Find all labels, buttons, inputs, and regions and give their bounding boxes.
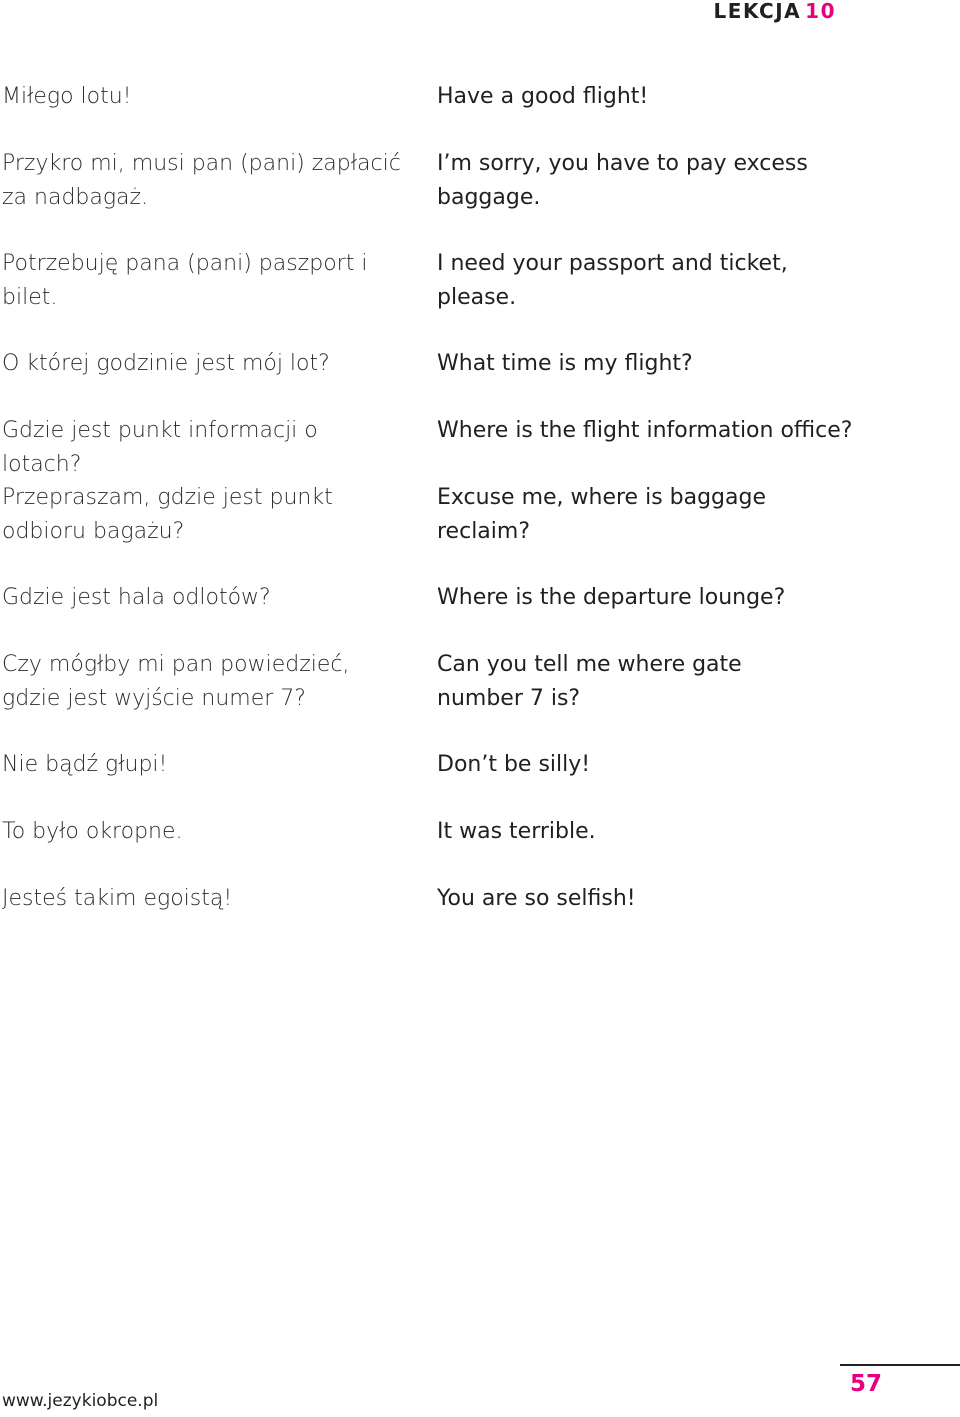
- polish-phrase: Czy mógłby mi pan powiedzieć, gdzie jest wyjście numer 7?: [2, 652, 350, 711]
- phrase-row: [0, 882, 960, 949]
- phrase-row: [0, 815, 960, 882]
- english-phrase: Excuse me, where is baggage reclaim?: [437, 485, 767, 544]
- polish-phrase: Gdzie jest hala odlotów?: [2, 585, 271, 610]
- lesson-label: LEKCJA: [713, 0, 802, 23]
- phrase-row: [0, 347, 960, 414]
- english-phrase: You are so selfish!: [437, 886, 636, 911]
- phrase-row: [0, 748, 960, 815]
- phrase-row: [0, 414, 960, 481]
- english-phrase: I need your passport and ticket, please.: [437, 251, 788, 310]
- english-phrase: I’m sorry, you have to pay excess baggage.: [437, 151, 808, 210]
- english-phrase: Where is the flight information office?: [437, 418, 853, 443]
- english-phrase: It was terrible.: [437, 819, 596, 844]
- english-phrase: Don’t be silly!: [437, 752, 591, 777]
- phrase-row: [0, 648, 960, 748]
- polish-phrase: To było okropne.: [2, 819, 183, 844]
- english-phrase: Have a good flight!: [437, 84, 649, 109]
- phrase-row: [0, 80, 960, 147]
- polish-phrase: Przykro mi, musi pan (pani) zapłacić za nadbagaż.: [2, 151, 401, 210]
- phrase-list: [0, 80, 960, 949]
- english-phrase: Can you tell me where gate number 7 is?: [437, 652, 742, 711]
- polish-phrase: Jesteś takim egoistą!: [2, 886, 233, 911]
- polish-phrase: Miłego lotu!: [2, 84, 132, 109]
- phrase-row: [0, 247, 960, 347]
- phrase-row: [0, 481, 960, 581]
- footer-url: www.jezykiobce.pl: [2, 1391, 159, 1411]
- lesson-number: 10: [805, 0, 836, 23]
- english-phrase: What time is my flight?: [437, 351, 693, 376]
- polish-phrase: Przepraszam, gdzie jest punkt odbioru bagażu?: [2, 485, 333, 544]
- polish-phrase: Gdzie jest punkt informacji o lotach?: [2, 418, 318, 477]
- phrase-row: [0, 147, 960, 247]
- page-number: 57: [850, 1371, 883, 1397]
- phrase-row: [0, 581, 960, 648]
- polish-phrase: O której godzinie jest mój lot?: [2, 351, 330, 376]
- polish-phrase: Nie bądź głupi!: [2, 752, 168, 777]
- polish-phrase: Potrzebuję pana (pani) paszport i bilet.: [2, 251, 368, 310]
- lesson-header: [714, 0, 836, 24]
- footer-divider: [840, 1364, 960, 1366]
- english-phrase: Where is the departure lounge?: [437, 585, 786, 610]
